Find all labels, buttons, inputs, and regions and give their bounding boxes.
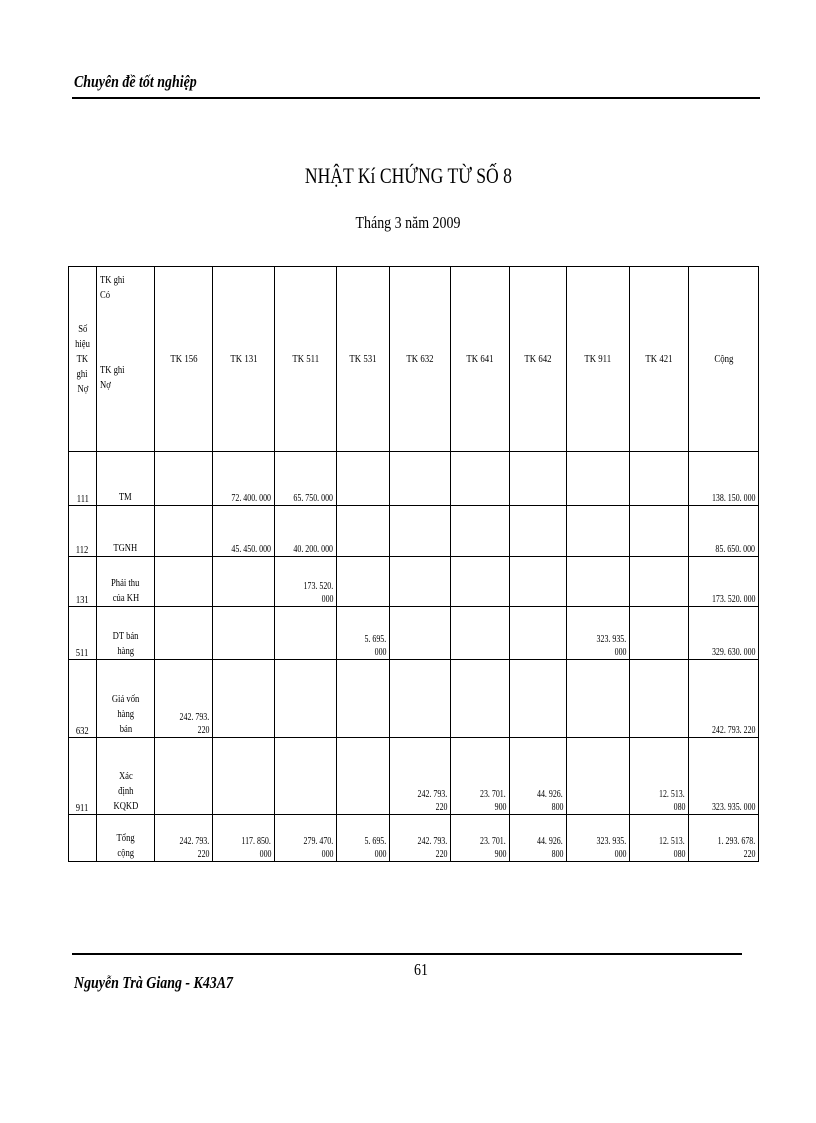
row-account-code (69, 557, 97, 607)
row-name-line (97, 722, 154, 737)
amount-line (689, 848, 755, 861)
column-header-text: Cộng (713, 353, 734, 365)
amount-cell (213, 506, 275, 557)
amount-cell (451, 815, 510, 862)
amount-cell (451, 557, 510, 607)
row-name-line (97, 707, 154, 722)
amount-cell (213, 452, 275, 506)
header-line-text: TK ghi (100, 274, 125, 286)
amount-cell (155, 660, 213, 738)
amount-text: 220 (197, 848, 209, 860)
header-line-text: ghi (77, 367, 88, 380)
amount-cell (275, 738, 337, 815)
row-name-line-text: hàng (117, 645, 134, 657)
amount-cell (213, 815, 275, 862)
row-name-line (97, 831, 154, 846)
amount-cell (630, 452, 689, 506)
header-line-text: Có (100, 289, 111, 301)
amount-cell (451, 738, 510, 815)
header-line-text: TK (76, 352, 89, 365)
amount-cell (390, 815, 451, 862)
amount-line (510, 848, 563, 861)
amount-cell (451, 660, 510, 738)
amount-line (390, 801, 447, 814)
row-name-line (97, 769, 154, 784)
amount-line (510, 801, 563, 814)
column-header-text: TK 131 (229, 353, 258, 365)
amount-line (275, 492, 333, 505)
amount-cell (390, 506, 451, 557)
amount-text: 220 (435, 801, 447, 813)
amount-line (689, 593, 755, 606)
amount-cell (155, 607, 213, 660)
amount-text: 080 (673, 848, 685, 860)
amount-line (630, 835, 685, 848)
amount-cell (510, 506, 567, 557)
column-header-text: TK 632 (406, 353, 434, 365)
amount-text: 44. 926. (537, 835, 563, 847)
amount-cell (275, 506, 337, 557)
amount-text: 23. 701. (480, 788, 506, 800)
amount-cell (275, 607, 337, 660)
row-total-cell (689, 738, 759, 815)
amount-text: 000 (321, 593, 333, 605)
row-name-line-text: TM (119, 491, 132, 503)
amount-text: 220 (435, 848, 447, 860)
row-name-line (97, 799, 154, 814)
amount-line (213, 543, 271, 556)
amount-cell (337, 557, 390, 607)
row-name-line-text: TGNH (113, 542, 138, 554)
row-name-line (97, 576, 154, 591)
amount-cell (510, 557, 567, 607)
row-account-code-text: 112 (76, 544, 89, 556)
table-row (69, 738, 759, 815)
amount-cell (630, 660, 689, 738)
row-name-line-text: hàng (117, 708, 134, 720)
row-total-cell (689, 607, 759, 660)
amount-text: 5. 695. (364, 633, 386, 645)
amount-line (630, 788, 685, 801)
amount-cell (213, 557, 275, 607)
amount-cell (337, 815, 390, 862)
credit-account-label (97, 267, 154, 303)
row-account-name (97, 660, 155, 738)
column-header (275, 267, 337, 452)
page-number-text: 61 (414, 960, 428, 979)
amount-line (275, 593, 333, 606)
column-header (451, 267, 510, 452)
amount-text: 000 (321, 848, 333, 860)
amount-cell (451, 506, 510, 557)
header-line (69, 367, 96, 382)
amount-line (567, 633, 626, 646)
column-header (567, 267, 630, 452)
amount-text: 44. 926. (537, 788, 563, 800)
amount-line (275, 543, 333, 556)
amount-line (337, 633, 386, 646)
amount-line (689, 492, 755, 505)
header-rule (72, 97, 760, 99)
running-header: Chuyên đề tốt nghiệp (74, 72, 197, 91)
amount-line (451, 835, 506, 848)
header-line (100, 273, 154, 288)
column-header-text: TK 642 (524, 353, 552, 365)
table-row (69, 506, 759, 557)
amount-cell (630, 607, 689, 660)
footer-rule (72, 953, 742, 955)
amount-line (567, 848, 626, 861)
row-account-code-text: 911 (76, 802, 89, 814)
amount-line (390, 835, 447, 848)
header-line (69, 322, 96, 337)
row-name-line (97, 490, 154, 505)
amount-cell (510, 738, 567, 815)
header-line-text: TK ghi (100, 364, 125, 376)
amount-line (630, 848, 685, 861)
row-name-line-text: KQKD (113, 800, 138, 812)
amount-text: 000 (259, 848, 271, 860)
amount-text: 800 (551, 848, 563, 860)
amount-cell (155, 557, 213, 607)
row-account-name (97, 506, 155, 557)
amount-line (213, 848, 271, 861)
amount-line (337, 835, 386, 848)
row-account-name (97, 815, 155, 862)
journal-table (68, 266, 759, 862)
amount-cell (567, 557, 630, 607)
debit-account-code-header (69, 267, 97, 452)
amount-cell (510, 607, 567, 660)
column-header (689, 267, 759, 452)
amount-text: 900 (494, 848, 506, 860)
row-name-line-text: Tổng (116, 832, 135, 844)
amount-line (689, 646, 755, 659)
amount-line (275, 835, 333, 848)
amount-cell (451, 607, 510, 660)
amount-text: 65. 750. 000 (293, 492, 333, 504)
amount-text: 000 (374, 848, 386, 860)
amount-cell (510, 815, 567, 862)
document-title-text: NHẬT Kí CHỨNG TỪ SỐ 8 (304, 163, 512, 188)
row-name-line (97, 692, 154, 707)
column-header (213, 267, 275, 452)
amount-text: 279. 470. (303, 835, 333, 847)
amount-cell (567, 815, 630, 862)
amount-cell (337, 607, 390, 660)
table-header-row (69, 267, 759, 452)
row-account-name (97, 738, 155, 815)
table-row (69, 660, 759, 738)
amount-cell (390, 607, 451, 660)
amount-text: 12. 513. (659, 788, 685, 800)
row-name-line (97, 846, 154, 861)
row-name-line-text: Phải thu (111, 577, 140, 589)
amount-cell (567, 607, 630, 660)
row-account-code-text: 111 (76, 493, 89, 505)
amount-line (275, 848, 333, 861)
document-title (0, 163, 816, 189)
row-account-code (69, 660, 97, 738)
amount-cell (275, 815, 337, 862)
row-name-line (97, 644, 154, 659)
amount-line (567, 646, 626, 659)
header-line (100, 378, 154, 393)
row-name-line-text: cộng (117, 847, 134, 859)
amount-line (390, 788, 447, 801)
amount-cell (275, 557, 337, 607)
amount-line (689, 801, 755, 814)
column-header (510, 267, 567, 452)
row-account-code (69, 506, 97, 557)
row-name-line (97, 541, 154, 556)
amount-line (689, 835, 755, 848)
amount-text: 900 (494, 801, 506, 813)
row-name-line-text: bán (119, 723, 132, 735)
amount-line (337, 848, 386, 861)
amount-line (451, 788, 506, 801)
document-subtitle (0, 213, 816, 233)
amount-line (155, 724, 209, 737)
amount-cell (337, 506, 390, 557)
column-header (390, 267, 451, 452)
amount-line (390, 848, 447, 861)
header-line (69, 337, 96, 352)
row-account-code (69, 452, 97, 506)
amount-cell (630, 506, 689, 557)
amount-text: 000 (374, 646, 386, 658)
row-name-line-text: Giá vốn (111, 693, 140, 705)
amount-line (510, 835, 563, 848)
amount-cell (630, 738, 689, 815)
amount-cell (155, 452, 213, 506)
table-row (69, 452, 759, 506)
document-subtitle-text: Tháng 3 năm 2009 (355, 213, 461, 232)
amount-line (689, 724, 755, 737)
amount-cell (213, 660, 275, 738)
row-account-name (97, 452, 155, 506)
column-header-text: TK 531 (349, 353, 377, 365)
row-name-line-text: định (117, 785, 134, 797)
amount-text: 5. 695. (364, 835, 386, 847)
column-header-text: TK 511 (292, 353, 319, 365)
column-header-text: TK 911 (584, 353, 612, 365)
row-total-cell (689, 452, 759, 506)
amount-cell (567, 452, 630, 506)
amount-cell (567, 660, 630, 738)
column-header-text: TK 156 (169, 353, 198, 365)
row-name-line (97, 591, 154, 606)
amount-line (213, 492, 271, 505)
amount-cell (275, 452, 337, 506)
amount-cell (337, 452, 390, 506)
amount-cell (630, 557, 689, 607)
row-name-line-text: của KH (112, 592, 139, 604)
amount-text: 242. 793. (417, 835, 447, 847)
column-header-text: TK 641 (466, 353, 494, 365)
table-row (69, 557, 759, 607)
amount-line (213, 835, 271, 848)
row-total-cell (689, 660, 759, 738)
amount-line (451, 848, 506, 861)
row-account-code-text: 632 (76, 725, 89, 737)
amount-cell (390, 557, 451, 607)
page-number (414, 960, 431, 980)
header-line (69, 352, 96, 367)
amount-text: 138. 150. 000 (711, 492, 755, 504)
amount-cell (213, 607, 275, 660)
debit-account-label (97, 303, 154, 393)
row-name-line-text: Xác (118, 770, 133, 782)
header-line-text: Nợ (77, 382, 88, 395)
amount-line (630, 801, 685, 814)
amount-cell (337, 738, 390, 815)
header-line-text: Nợ (100, 379, 111, 391)
amount-cell (451, 452, 510, 506)
row-account-code (69, 738, 97, 815)
row-name-line (97, 629, 154, 644)
amount-cell (567, 506, 630, 557)
header-line (100, 363, 154, 378)
header-line (100, 288, 154, 303)
amount-line (510, 788, 563, 801)
amount-text: 117. 850. (241, 835, 271, 847)
amount-text: 323. 935. (596, 633, 626, 645)
amount-cell (275, 660, 337, 738)
amount-line (689, 543, 755, 556)
amount-cell (510, 660, 567, 738)
amount-text: 40. 200. 000 (293, 543, 333, 555)
row-account-code-text: 131 (76, 594, 89, 606)
header-line (69, 382, 96, 397)
row-name-line-text: DT bán (112, 630, 139, 642)
amount-text: 329. 630. 000 (711, 646, 755, 658)
amount-text: 080 (673, 801, 685, 813)
amount-cell (390, 738, 451, 815)
header-line-text: Số (77, 322, 88, 335)
amount-cell (630, 815, 689, 862)
amount-text: 242. 793. (417, 788, 447, 800)
amount-text: 242. 793. (179, 835, 209, 847)
amount-cell (155, 738, 213, 815)
amount-text: 12. 513. (659, 835, 685, 847)
row-name-line (97, 784, 154, 799)
amount-text: 220 (743, 848, 755, 860)
amount-text: 72. 400. 000 (231, 492, 271, 504)
row-account-code-text: 511 (76, 647, 89, 659)
row-account-name (97, 607, 155, 660)
column-header (337, 267, 390, 452)
amount-text: 242. 793. 220 (711, 724, 755, 736)
amount-text: 23. 701. (480, 835, 506, 847)
amount-line (155, 711, 209, 724)
amount-text: 85. 650. 000 (715, 543, 755, 555)
amount-line (155, 835, 209, 848)
amount-line (567, 835, 626, 848)
header-line-text: hiệu (75, 337, 90, 350)
row-total-cell (689, 506, 759, 557)
amount-line (155, 848, 209, 861)
row-total-cell (689, 557, 759, 607)
amount-cell (390, 452, 451, 506)
amount-text: 1. 293. 678. (717, 835, 755, 847)
amount-cell (155, 506, 213, 557)
table-row (69, 815, 759, 862)
column-header (155, 267, 213, 452)
amount-line (337, 646, 386, 659)
amount-text: 000 (614, 646, 626, 658)
amount-text: 323. 935. (596, 835, 626, 847)
row-account-code (69, 815, 97, 862)
column-header-text: TK 421 (645, 353, 673, 365)
row-total-cell (689, 815, 759, 862)
amount-text: 800 (551, 801, 563, 813)
amount-cell (337, 660, 390, 738)
amount-text: 173. 520. 000 (711, 593, 755, 605)
amount-line (451, 801, 506, 814)
amount-text: 45. 450. 000 (231, 543, 271, 555)
amount-text: 242. 793. (179, 711, 209, 723)
amount-cell (155, 815, 213, 862)
amount-cell (390, 660, 451, 738)
amount-text: 323. 935. 000 (711, 801, 755, 813)
amount-cell (567, 738, 630, 815)
row-account-code (69, 607, 97, 660)
amount-text: 220 (197, 724, 209, 736)
row-account-name (97, 557, 155, 607)
table-row (69, 607, 759, 660)
amount-cell (510, 452, 567, 506)
amount-text: 173. 520. (303, 580, 333, 592)
amount-cell (213, 738, 275, 815)
footer-author: Nguyễn Trà Giang - K43A7 (74, 973, 234, 992)
account-corner-header (97, 267, 155, 452)
amount-line (275, 580, 333, 593)
column-header (630, 267, 689, 452)
amount-text: 000 (614, 848, 626, 860)
